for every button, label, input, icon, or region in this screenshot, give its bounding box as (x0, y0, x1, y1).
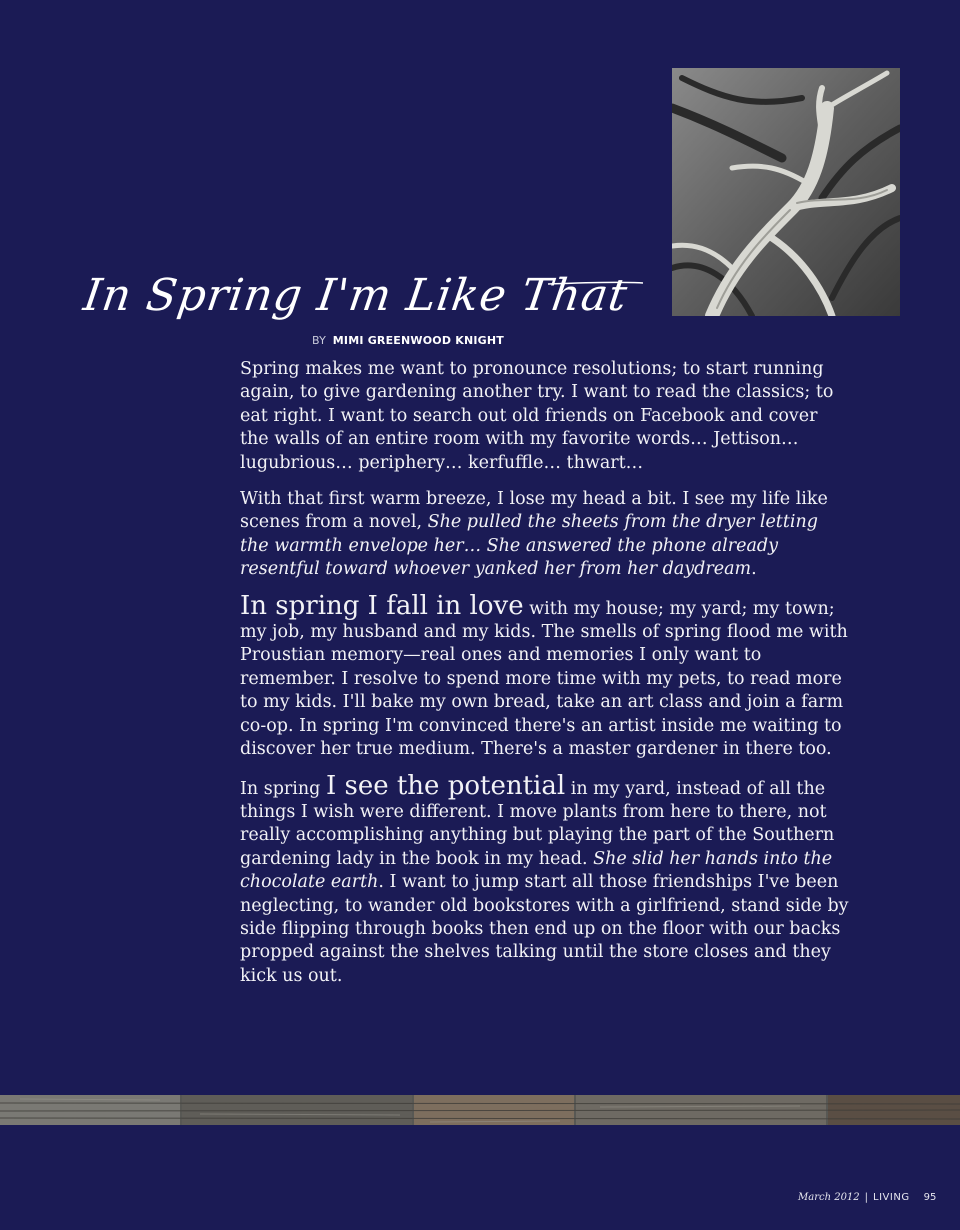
paragraph-text: In spring (240, 778, 326, 799)
paragraph-text: Spring makes me want to pronounce resolutions; to start running again, to give gardening another try. I want to read the classics; to eat right. I want to search out old friends on Facebook and cover the walls of an entire room with my favorite words… Jettison… lugubrious… periphery… kerfuffle… thwart… (240, 359, 834, 473)
footer-separator: | (864, 1192, 869, 1203)
byline (312, 334, 504, 347)
wood-plank-strip (0, 1095, 960, 1125)
page-number: 95 (923, 1192, 937, 1203)
paragraph (240, 590, 850, 762)
paragraph-lead: In spring I fall in love (240, 590, 524, 621)
paragraph-italic: She pulled the sheets from the dryer letting the warmth envelope her… She answered the phone already resentful toward whoever yanked her from her daydream (240, 512, 818, 580)
paragraph-text: . (751, 559, 757, 580)
article-body (240, 358, 850, 1001)
paragraph (240, 488, 850, 582)
article-title-text: In Spring I'm Like That (80, 270, 631, 321)
paragraph-text: with my house; my yard; my town; my job, my husband and my kids. The smells of spring flood me with Proustian memory—real ones and memories I only want to remember. I resolve to spend more time with my pets, to read more to my kids. I'll bake my own bread, take an art class and join a farm co-op. In spring I'm convinced there's an artist inside me waiting to discover her true medium. There's a master gardener in there too. (240, 598, 848, 760)
byline-prefix: BY (312, 334, 327, 347)
footer-magazine: LIVING (873, 1192, 910, 1203)
paragraph-text: . I want to jump start all those friendships I've been neglecting, to wander old bookstores with a girlfriend, stand side by side flipping through books then end up on the floor with our backs propped against the shelves talking until the store closes and they kick us out. (240, 872, 849, 986)
byline-author: MIMI GREENWOOD KNIGHT (332, 334, 504, 347)
article-title (78, 262, 678, 342)
driftwood-photo (672, 68, 900, 316)
paragraph-text: in my yard, instead of all the things I wish were different. I move plants from here to there, not really accomplishing anything but playing the part of the Southern gardening lady in the book in my head. (240, 778, 835, 869)
paragraph-lead: I see the potential (325, 770, 566, 801)
page-footer (798, 1192, 936, 1203)
footer-date: March 2012 (798, 1192, 860, 1203)
paragraph (240, 770, 850, 989)
paragraph (240, 358, 850, 475)
paragraph-italic: She slid her hands into the chocolate earth (240, 848, 833, 893)
paragraph-text: With that first warm breeze, I lose my head a bit. I see my life like scenes from a novel, (240, 489, 828, 533)
